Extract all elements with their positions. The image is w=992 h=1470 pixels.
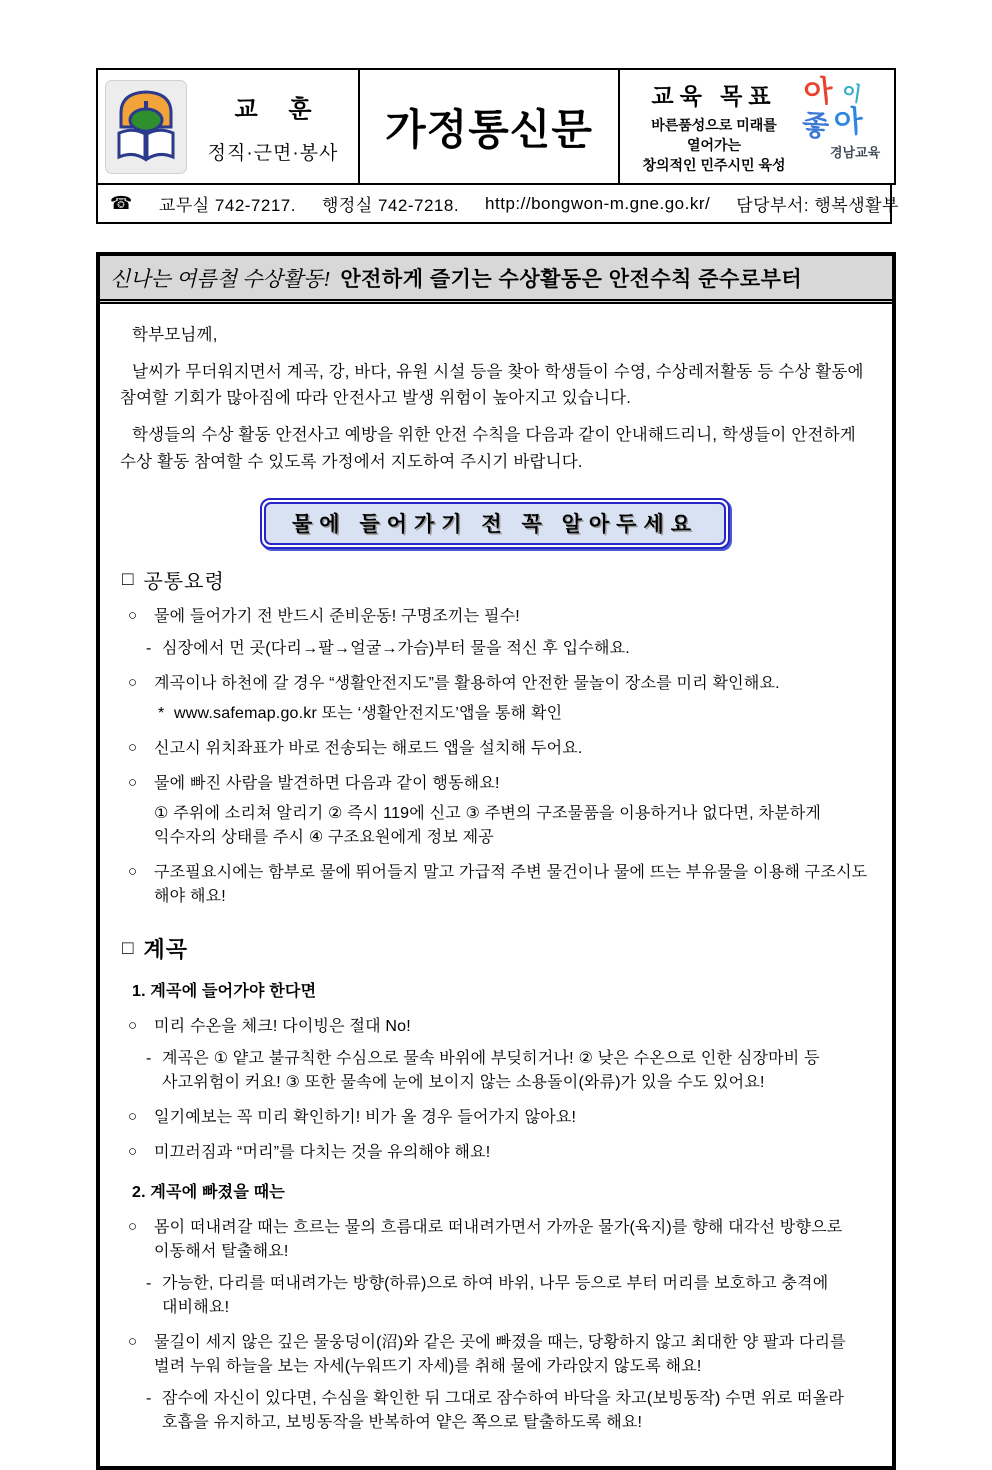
- list-item-text: 1. 계곡에 들어가야 한다면: [132, 982, 317, 1000]
- gyeongnam-education-logo: [802, 74, 888, 179]
- list-item-plain: [154, 802, 870, 850]
- list-item-text: ① 주위에 소리쳐 알리기 ② 즉시 119에 신고 ③ 주변의 구조물품을 이용하거나 없다면, 차분하게 익수자의 상태를 주시 ④ 구조요원에게 정보 제공: [154, 804, 822, 846]
- goal-line: 바른품성으로 미래를: [651, 116, 777, 133]
- callout-box: [260, 498, 730, 549]
- goal-cell: [620, 70, 894, 183]
- list-item-text: 2. 계곡에 빠졌을 때는: [132, 1183, 285, 1201]
- list-item-circle: [128, 1015, 870, 1039]
- square-bullet-icon: □: [122, 568, 134, 590]
- callout-wrapper: [120, 498, 870, 549]
- list-item-text: 계곡은 ① 얕고 불규칙한 수심으로 물속 바위에 부딪히거나! ② 낮은 수온으로 인한 심장마비 등 사고위험이 커요! ③ 또한 물속에 눈에 보이지 않는 소용돌이(와류)가 있을 수도 있어요!: [162, 1049, 820, 1091]
- section-item-list: [120, 605, 870, 909]
- list-item-text: 일기예보는 꼭 미리 확인하기! 비가 올 경우 들어가지 않아요!: [154, 1108, 577, 1126]
- section-item-list: [120, 980, 870, 1435]
- dash-bullet-icon: -: [146, 1049, 152, 1067]
- circle-bullet-icon: ○: [128, 1016, 138, 1034]
- section-title: 공통요령: [143, 570, 225, 593]
- list-item-text: 신고시 위치좌표가 바로 전송되는 해로드 앱을 설치해 두어요.: [154, 739, 583, 757]
- newsletter-page: [96, 68, 899, 1470]
- list-item-text: 물에 들어가기 전 반드시 준비운동! 구명조끼는 필수!: [154, 607, 520, 625]
- section-title: 계곡: [143, 936, 188, 962]
- list-item-text: 가능한, 다리를 떠내려가는 방향(하류)으로 하여 바위, 나무 등으로 부터 머리를 보호하고 충격에 대비해요!: [162, 1274, 829, 1316]
- brand-org-label: 경남교육: [830, 145, 881, 160]
- goal-title: 교육 목표: [651, 82, 777, 109]
- dash-bullet-icon: -: [146, 639, 152, 657]
- banner-title: 안전하게 즐기는 수상활동은 안전수칙 준수로부터: [340, 268, 803, 291]
- square-bullet-icon: □: [122, 937, 134, 959]
- section-header: [122, 565, 870, 594]
- contact-admin-phone: 행정실 742-7218.: [321, 196, 460, 215]
- list-item-text: 심장에서 먼 곳(다리→팔→얼굴→가슴)부터 물을 적신 후 입수해요.: [162, 639, 630, 657]
- list-item-star: [158, 702, 870, 726]
- list-item-text: 물길이 세지 않은 깊은 물웅덩이(沼)와 같은 곳에 빠졌을 때는, 당황하지 않고 최대한 양 팔과 다리를 벌려 누워 하늘을 보는 자세(누워뜨기 자세)를 취해 물에 가라앉지 않도록 해요!: [154, 1333, 846, 1375]
- circle-bullet-icon: ○: [128, 606, 138, 624]
- notice-content: [100, 304, 892, 1466]
- star-bullet-icon: *: [158, 704, 165, 722]
- list-item-text: 미끄러짐과 “머리”를 다치는 것을 유의해야 해요!: [154, 1143, 491, 1161]
- callout-text: 물에 들어가기 전 꼭 알아두세요: [291, 512, 699, 536]
- list-item-text: 물에 빠진 사람을 발견하면 다음과 같이 행동해요!: [154, 774, 500, 792]
- list-item-text: 구조필요시에는 함부로 물에 뛰어들지 말고 가급적 주변 물건이나 물에 뜨는 부유물을 이용해 구조시도 해야 해요!: [154, 863, 868, 905]
- circle-bullet-icon: ○: [128, 862, 138, 880]
- dash-bullet-icon: -: [146, 1274, 152, 1292]
- list-item-dash: [146, 1387, 870, 1435]
- callout-box-inner: [264, 502, 726, 545]
- motto-text: 정직·근면·봉사: [207, 142, 339, 164]
- brand-char: 아: [832, 105, 865, 140]
- circle-bullet-icon: ○: [128, 1217, 138, 1235]
- notice-title-banner: [100, 256, 892, 304]
- list-item-circle: [128, 1331, 870, 1379]
- doc-title: 가정통신문: [385, 105, 593, 153]
- brand-char: 아: [802, 74, 835, 111]
- motto-title: 교 훈: [234, 95, 324, 123]
- dash-bullet-icon: -: [146, 1389, 152, 1407]
- section-valley: [120, 933, 870, 1435]
- list-item-circle: [128, 861, 870, 909]
- list-item-circle: [128, 672, 870, 696]
- intro-paragraph: 학생들의 수상 활동 안전사고 예방을 위한 안전 수칙을 다음과 같이 안내해드리니, 학생들이 안전하게 수상 활동 참여할 수 있도록 가정에서 지도하여 주시기 바랍니다.: [120, 426, 856, 471]
- brand-char: 좋: [800, 109, 831, 142]
- list-item-text: 미리 수온을 체크! 다이빙은 절대 No!: [154, 1017, 411, 1035]
- intro-paragraphs: [120, 322, 870, 476]
- list-item-dash: [146, 1272, 870, 1320]
- list-item-text: 잠수에 자신이 있다면, 수심을 확인한 뒤 그대로 잠수하여 바닥을 차고(보빙동작) 수면 위로 떠올라 호흡을 유지하고, 보빙동작을 반복하여 얕은 쪽으로 탈출하도록 해요!: [162, 1389, 845, 1431]
- list-item-num: [132, 980, 870, 1004]
- contact-office-phone: 교무실 742-7217.: [158, 196, 296, 215]
- contact-department: 담당부서: 행복생활부: [736, 196, 899, 215]
- intro-paragraph: 날씨가 무더워지면서 계곡, 강, 바다, 유원 시설 등을 찾아 학생들이 수영, 수상레저활동 등 수상 활동에 참여할 기회가 많아짐에 따라 안전사고 발생 위험이 높아지고 있습니다.: [120, 362, 864, 408]
- circle-bullet-icon: ○: [128, 738, 138, 756]
- circle-bullet-icon: ○: [128, 773, 138, 791]
- goal-line: 열어가는: [686, 136, 742, 153]
- list-item-circle: [128, 1216, 870, 1264]
- motto-cell: [98, 70, 360, 183]
- list-item-circle: [128, 1106, 870, 1130]
- banner-subtitle: 신나는 여름철 수상활동!: [110, 267, 331, 291]
- list-item-text: 계곡이나 하천에 갈 경우 “생활안전지도”를 활용하여 안전한 물놀이 장소를 미리 확인해요.: [154, 674, 780, 692]
- list-item-circle: [128, 1141, 870, 1165]
- list-item-num: [132, 1181, 870, 1205]
- circle-bullet-icon: ○: [128, 1142, 138, 1160]
- circle-bullet-icon: ○: [128, 1107, 138, 1125]
- section-common-rules: [120, 565, 870, 909]
- list-item-text: www.safemap.go.kr 또는 ‘생활안전지도’앱을 통해 확인: [174, 704, 563, 722]
- school-website-url[interactable]: http://bongwon-m.gne.go.kr/: [485, 193, 711, 213]
- contact-bar: [96, 185, 899, 224]
- circle-bullet-icon: ○: [128, 673, 138, 691]
- list-item-dash: [146, 637, 870, 661]
- notice-body-box: [96, 252, 896, 1470]
- section-header: [122, 933, 870, 964]
- goal-line: 창의적인 민주시민 육성: [642, 157, 786, 174]
- brand-char: 이: [840, 81, 863, 107]
- school-logo: [106, 81, 186, 173]
- phone-icon: ☎: [110, 193, 133, 213]
- greeting-line: 학부모님께,: [132, 326, 218, 344]
- list-item-text: 몸이 떠내려갈 때는 흐르는 물의 흐름대로 떠내려가면서 가까운 물가(육지)를 향해 대각선 방향으로 이동해서 탈출해요!: [154, 1218, 843, 1260]
- header-table: [96, 68, 896, 185]
- list-item-circle: [128, 772, 870, 796]
- doc-title-cell: [360, 70, 620, 183]
- list-item-circle: [128, 737, 870, 761]
- goal-texts: [626, 74, 802, 179]
- list-item-circle: [128, 605, 870, 629]
- circle-bullet-icon: ○: [128, 1332, 138, 1350]
- motto-texts: [196, 89, 350, 165]
- list-item-dash: [146, 1047, 870, 1095]
- school-logo-icon: [113, 87, 179, 167]
